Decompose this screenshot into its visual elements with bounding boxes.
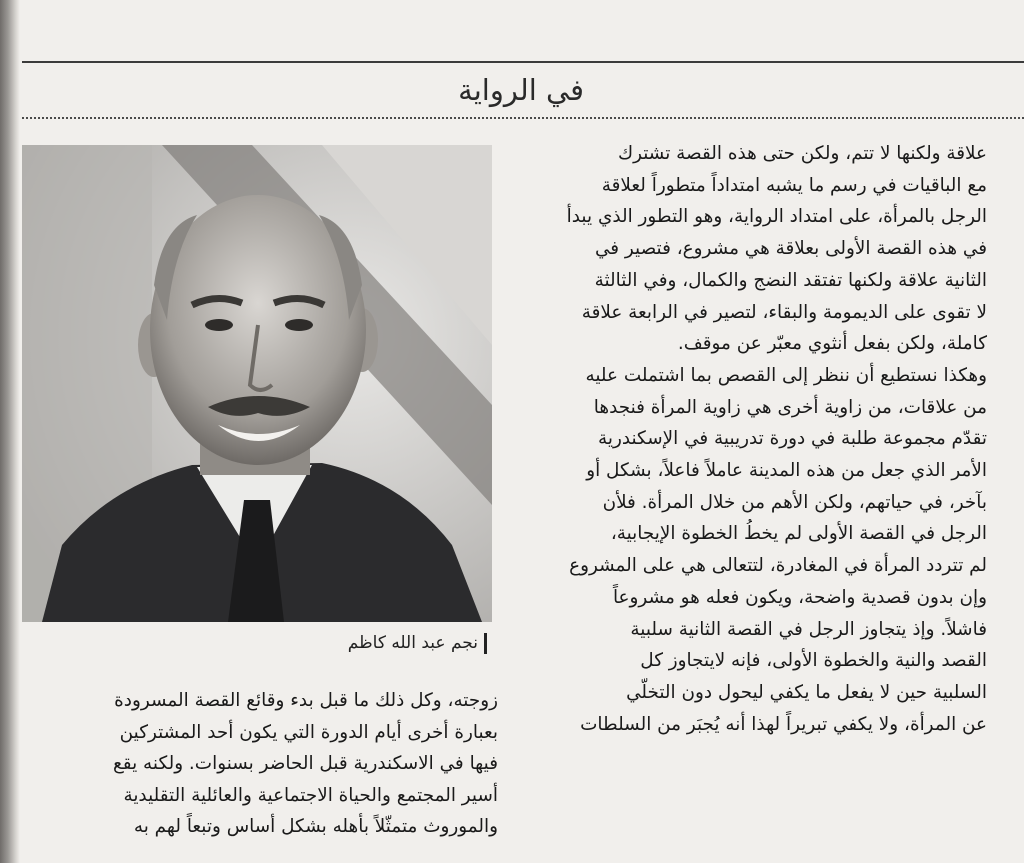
text-line: والموروث متمثّلاً بأهله بشكل أساس وتبعاً لهم به [133, 816, 498, 837]
text-line: بآخر، في حياتهم، ولكن الأهم من خلال المرأة. فلأن [602, 491, 987, 513]
text-line: تقدّم مجموعة طلبة في دورة تدريبية في الإسكندرية [598, 428, 987, 450]
text-line: أسير المجتمع والحياة الاجتماعية والعائلية التقليدية [123, 784, 498, 806]
text-line: في هذه القصة الأولى بعلاقة هي مشروع، فتصير في [594, 238, 987, 260]
text-line: فاشلاً. وإذ يتجاوز الرجل في القصة الثانية سلبية [630, 618, 987, 640]
text-line: مع الباقيات في رسم ما يشبه امتداداً متطوراً لعلاقة [601, 174, 987, 196]
text-line: فيها في الاسكندرية قبل الحاضر بسنوات. ولكنه يقع [112, 753, 498, 774]
text-line: لا تقوى على الديمومة والبقاء، لتصير في الرابعة علاقة [581, 301, 987, 323]
top-rule [22, 61, 1024, 63]
section-title: في الرواية [458, 73, 584, 107]
dotted-divider [22, 117, 1024, 119]
right-text-column [515, 138, 987, 740]
text-line: لم تتردد المرأة في المغادرة، لتتعالى هي على المشروع [569, 555, 987, 577]
text-line: الرجل في القصة الأولى لم يخطُ الخطوة الإيجابية، [610, 523, 987, 545]
portrait-photo [22, 145, 492, 622]
text-line: كاملة، ولكن بفعل أنثوي معبّر عن موقف. [677, 333, 987, 355]
text-line: الثانية علاقة ولكنها تفتقد النضج والكمال، وفي الثالثة [594, 269, 987, 291]
left-text-column [22, 685, 498, 843]
text-line: الرجل بالمرأة، على امتداد الرواية، وهو التطور الذي يبدأ [566, 206, 987, 228]
caption-marker [484, 633, 487, 654]
photo-caption: نجم عبد الله كاظم [347, 633, 478, 653]
text-line: السلبية حين لا يفعل ما يكفي ليحول دون التخلّي [626, 681, 987, 703]
portrait-image [22, 145, 492, 622]
text-line: بعبارة أخرى أيام الدورة التي يكون أحد المشتركين [119, 721, 498, 743]
text-line: الأمر الذي جعل من هذه المدينة عاملاً فاعلاً، بشكل أو [586, 460, 987, 482]
text-line: عن المرأة، ولا يكفي تبريراً لهذا أنه يُجبَر من السلطات [580, 713, 987, 735]
text-line: وإن بدون قصدية واضحة، ويكون فعله هو مشروعاً [612, 586, 987, 608]
text-line: من علاقات، من زاوية أخرى هي زاوية المرأة فنجدها [593, 396, 987, 418]
book-spine-shadow [0, 0, 20, 863]
text-line: القصد والنية والخطوة الأولى، فإنه لايتجاوز كل [640, 650, 987, 672]
text-line: علاقة ولكنها لا تتم، ولكن حتى هذه القصة تشترك [617, 143, 987, 164]
text-line: زوجته، وكل ذلك ما قبل بدء وقائع القصة المسرودة [114, 690, 498, 711]
text-line: وهكذا نستطيع أن ننظر إلى القصص بما اشتملت عليه [585, 364, 987, 386]
